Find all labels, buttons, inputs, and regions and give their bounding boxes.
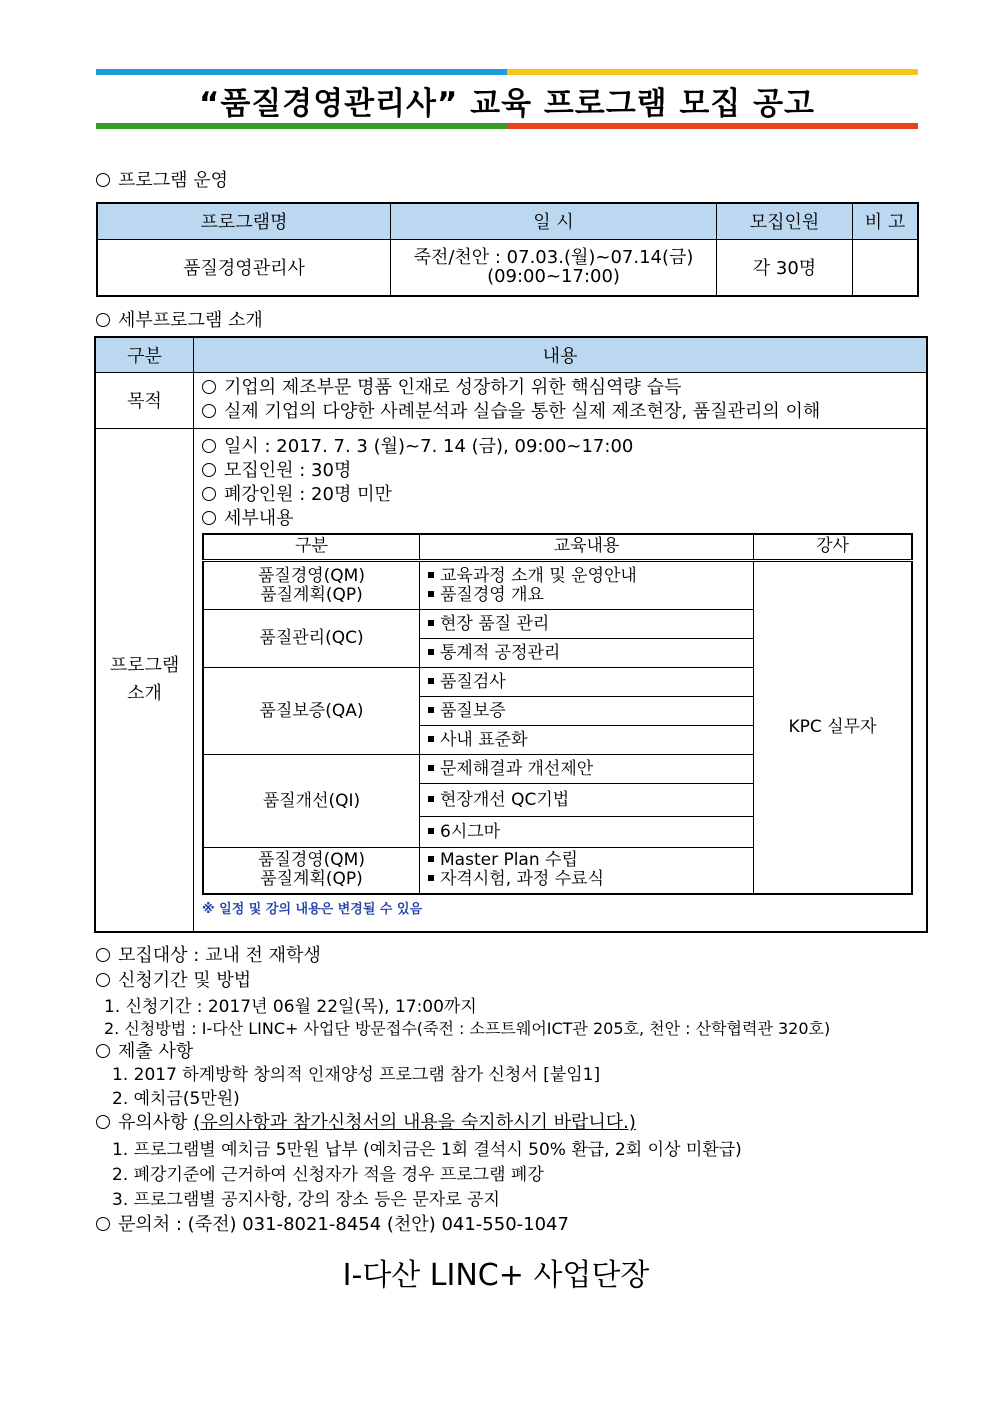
submit-item-1: 1. 2017 하계방학 창의적 인재양성 프로그램 참가 신청서 [붙임1]: [112, 1065, 601, 1085]
section-detail-heading: 세부프로그램 소개: [96, 306, 263, 332]
circle-bullet-icon: [202, 511, 216, 525]
curr-content: 사내 표준화: [420, 726, 754, 755]
header-bar-yellow: [507, 69, 918, 75]
submit-item-2: 2. 예치금(5만원): [112, 1089, 240, 1109]
square-bullet-icon: [428, 591, 434, 597]
caution-item-2: 2. 폐강기준에 근거하여 신청자가 적을 경우 프로그램 폐강: [112, 1165, 544, 1185]
curr-content: 6시그마: [420, 817, 754, 848]
program-count-cell: 각 30명: [717, 239, 853, 296]
program-note-cell: [853, 239, 919, 296]
program-date-cell: 죽전/천안 : 07.03.(월)~07.14(금) (09:00~17:00): [391, 239, 717, 296]
apply-period: 1. 신청기간 : 2017년 06월 22일(목), 17:00까지: [104, 997, 477, 1017]
circle-bullet-icon: [202, 439, 216, 453]
curr-category: 품질보증(QA): [203, 668, 420, 755]
circle-bullet-icon: [202, 380, 216, 394]
col-note: 비 고: [853, 203, 919, 239]
square-bullet-icon: [428, 875, 434, 881]
square-bullet-icon: [428, 678, 434, 684]
square-bullet-icon: [428, 828, 434, 834]
curr-instructor: KPC 실무자: [754, 561, 913, 894]
target-line: 모집대상 : 교내 전 재학생: [96, 941, 321, 967]
square-bullet-icon: [428, 796, 434, 802]
curr-category: 품질경영(QM) 품질계획(QP): [203, 848, 420, 894]
header-bar-green: [96, 123, 507, 129]
square-bullet-icon: [428, 736, 434, 742]
signature: I-다산 LINC+ 사업단장: [342, 1258, 650, 1293]
curr-content: 현장개선 QC기법: [420, 784, 754, 817]
header-bar-blue: [96, 69, 507, 75]
circle-bullet-icon: [96, 1044, 110, 1058]
detail-col-category: 구분: [95, 337, 194, 372]
circle-bullet-icon: [96, 1217, 110, 1231]
square-bullet-icon: [428, 572, 434, 578]
curr-col-instructor: 강사: [754, 534, 913, 561]
apply-method: 2. 신청방법 : I-다산 LINC+ 사업단 방문접수(죽전 : 소프트웨어ICT관 205호, 천안 : 산학협력관 320호): [104, 1019, 831, 1038]
section-program-heading: 프로그램 운영: [96, 166, 228, 192]
curr-col-content: 교육내용: [420, 534, 754, 561]
curr-content: 품질보증: [420, 697, 754, 726]
caution-underline-note: (유의사항과 참가신청서의 내용을 숙지하시기 바랍니다.): [193, 1112, 636, 1133]
contact-line: 문의처 : (죽전) 031-8021-8454 (천안) 041-550-1047: [96, 1210, 569, 1236]
schedule-change-note: ※ 일정 및 강의 내용은 변경될 수 있음: [202, 901, 423, 917]
square-bullet-icon: [428, 856, 434, 862]
circle-bullet-icon: [202, 487, 216, 501]
col-count: 모집인원: [717, 203, 853, 239]
col-program-name: 프로그램명: [97, 203, 391, 239]
curr-category: 품질개선(QI): [203, 755, 420, 848]
circle-bullet-icon: [96, 948, 110, 962]
curr-category: 품질관리(QC): [203, 610, 420, 668]
curr-content: 현장 품질 관리: [420, 610, 754, 639]
program-name-cell: 품질경영관리사: [97, 239, 391, 296]
square-bullet-icon: [428, 649, 434, 655]
program-intro-content: 일시 : 2017. 7. 3 (월)~7. 14 (금), 09:00~17:00 모집인원 : 30명 폐강인원 : 20명 미만 세부내용 구분 교육내용 강사 품질경영(QM) 품질계획(QP) 교육과정 소개 및 운영안내 품질경영 개요 KPC 실무자 품질관리(QC) 현장 품질 관리 통계적 공정관리 품질보증(QA) 품질검사 품질보증 사내 표준화 품질개선(QI) 문제해결과 개선제안 현장개선 QC기법 6시그마 품질경영(QM) 품질계획(QP) Master Plan 수립 자격시험, 과정 수료식 ※ 일정 및 강의 내용은 변경될 수 있음: [194, 428, 928, 932]
curr-content: 품질검사: [420, 668, 754, 697]
circle-bullet-icon: [96, 173, 110, 187]
apply-heading: 신청기간 및 방법: [96, 966, 251, 992]
col-date: 일 시: [391, 203, 717, 239]
caution-item-1: 1. 프로그램별 예치금 5만원 납부 (예치금은 1회 결석시 50% 환급, 2회 이상 미환급): [112, 1140, 742, 1160]
purpose-label: 목적: [95, 372, 194, 428]
purpose-content: 기업의 제조부문 명품 인재로 성장하기 위한 핵심역량 습득 실제 기업의 다양한 사례분석과 실습을 통한 실제 제조현장, 품질관리의 이해: [194, 372, 928, 428]
detail-col-content: 내용: [194, 337, 928, 372]
program-table: [96, 202, 919, 297]
table-row: [203, 561, 912, 610]
circle-bullet-icon: [202, 463, 216, 477]
circle-bullet-icon: [96, 1115, 110, 1129]
page-title: “품질경영관리사” 교육 프로그램 모집 공고: [199, 86, 815, 122]
curr-content: 문제해결과 개선제안: [420, 755, 754, 784]
curr-content: 교육과정 소개 및 운영안내 품질경영 개요: [420, 561, 754, 610]
circle-bullet-icon: [96, 973, 110, 987]
square-bullet-icon: [428, 620, 434, 626]
detail-curriculum-table: [202, 533, 913, 895]
program-intro-label: 프로그램 소개: [95, 428, 194, 932]
caution-item-3: 3. 프로그램별 공지사항, 강의 장소 등은 문자로 공지: [112, 1190, 500, 1210]
circle-bullet-icon: [202, 404, 216, 418]
detail-table: [94, 336, 928, 933]
caution-heading: 유의사항 (유의사항과 참가신청서의 내용을 숙지하시기 바랍니다.): [96, 1108, 636, 1134]
circle-bullet-icon: [96, 313, 110, 327]
submit-heading: 제출 사항: [96, 1037, 193, 1063]
curr-col-category: 구분: [203, 534, 420, 561]
curr-category: 품질경영(QM) 품질계획(QP): [203, 561, 420, 610]
curr-content: 통계적 공정관리: [420, 639, 754, 668]
square-bullet-icon: [428, 707, 434, 713]
curr-content: Master Plan 수립 자격시험, 과정 수료식: [420, 848, 754, 894]
header-bar-red: [507, 123, 918, 129]
square-bullet-icon: [428, 765, 434, 771]
